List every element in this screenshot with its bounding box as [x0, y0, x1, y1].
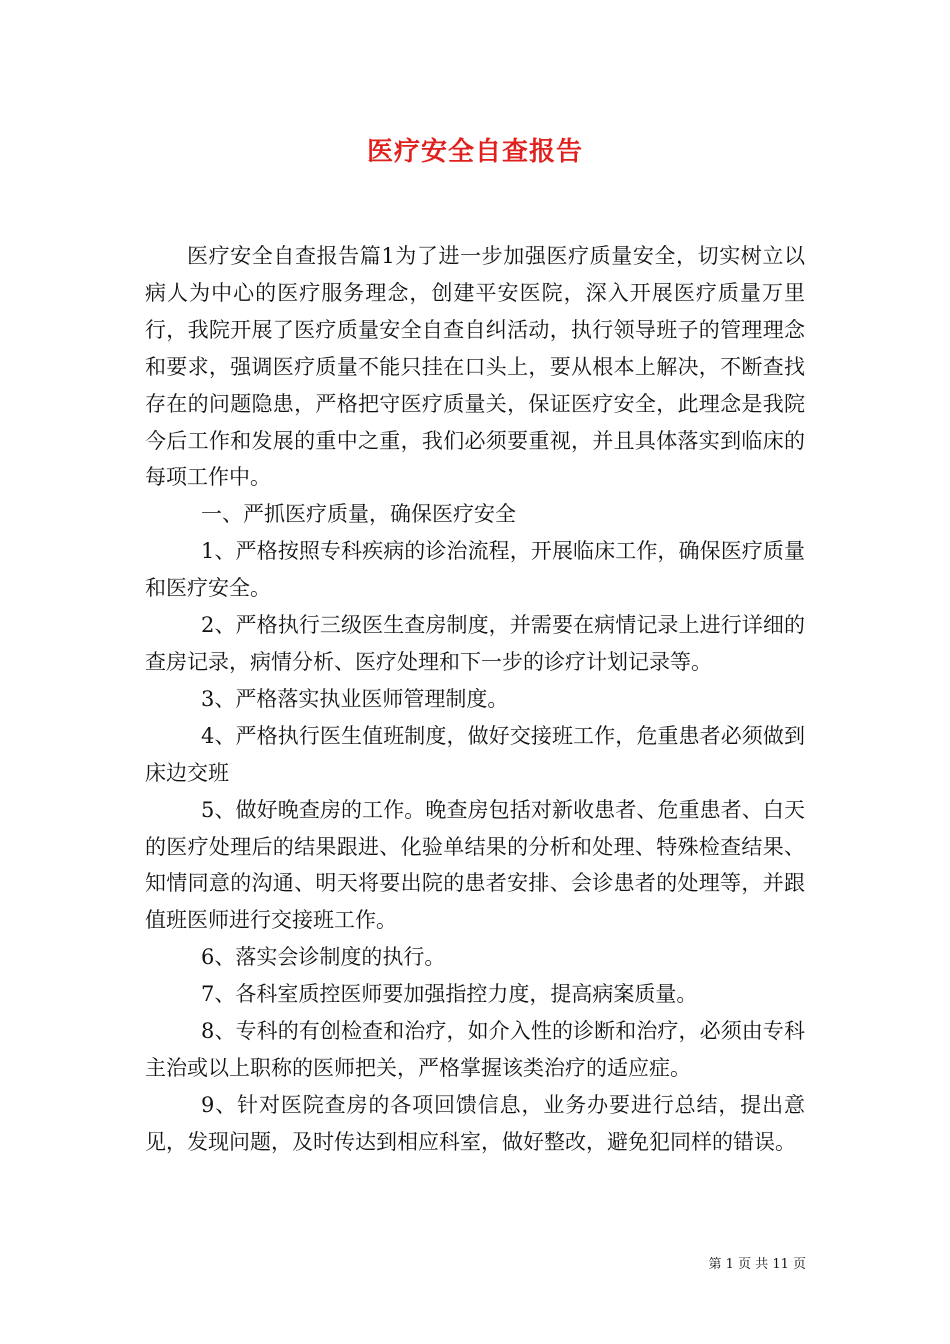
list-item-2: 2、严格执行三级医生查房制度，并需要在病情记录上进行详细的查房记录，病情分析、医疗处理和下一步的诊疗计划记录等。	[145, 613, 805, 674]
document-body	[145, 238, 805, 1161]
list-item-3: 3、严格落实执业医师管理制度。	[201, 686, 509, 711]
list-item-9: 9、针对医院查房的各项回馈信息，业务办要进行总结，提出意见，发现问题，及时传达到相应科室，做好整改，避免犯同样的错误。	[145, 1092, 805, 1154]
page-number: 第 1 页 共 11 页	[708, 1257, 806, 1272]
list-item-5: 5、做好晚查房的工作。晚查房包括对新收患者、危重患者、白天的医疗处理后的结果跟进、化验单结果的分析和处理、特殊检查结果、知情同意的沟通、明天将要出院的患者安排、会诊患者的处理等，并跟值班医师进行交接班工作。	[145, 797, 805, 933]
paragraph-intro: 医疗安全自查报告篇1为了进一步加强医疗质量安全，切实树立以病人为中心的医疗服务理念，创建平安医院，深入开展医疗质量万里行，我院开展了医疗质量安全自查自纠活动，执行领导班子的管理理念和要求，强调医疗质量不能只挂在口头上，要从根本上解决，不断查找存在的问题隐患，严格把守医疗质量关，保证医疗安全，此理念是我院今后工作和发展的重中之重，我们必须要重视，并且具体落实到临床的每项工作中。	[145, 244, 805, 490]
document-title: 医疗安全自查报告	[366, 137, 583, 167]
section-heading-1: 一、严抓医疗质量，确保医疗安全	[201, 502, 516, 527]
list-item-1: 1、严格按照专科疾病的诊治流程，开展临床工作，确保医疗质量和医疗安全。	[145, 539, 805, 601]
list-item-8: 8、专科的有创检查和治疗，如介入性的诊断和治疗，必须由专科主治或以上职称的医师把关，严格掌握该类治疗的适应症。	[145, 1019, 805, 1080]
list-item-7: 7、各科室质控医师要加强指控力度，提高病案质量。	[201, 982, 698, 1007]
list-item-6: 6、落实会诊制度的执行。	[201, 945, 446, 970]
list-item-4: 4、严格执行医生值班制度，做好交接班工作，危重患者必须做到床边交班	[145, 723, 805, 785]
